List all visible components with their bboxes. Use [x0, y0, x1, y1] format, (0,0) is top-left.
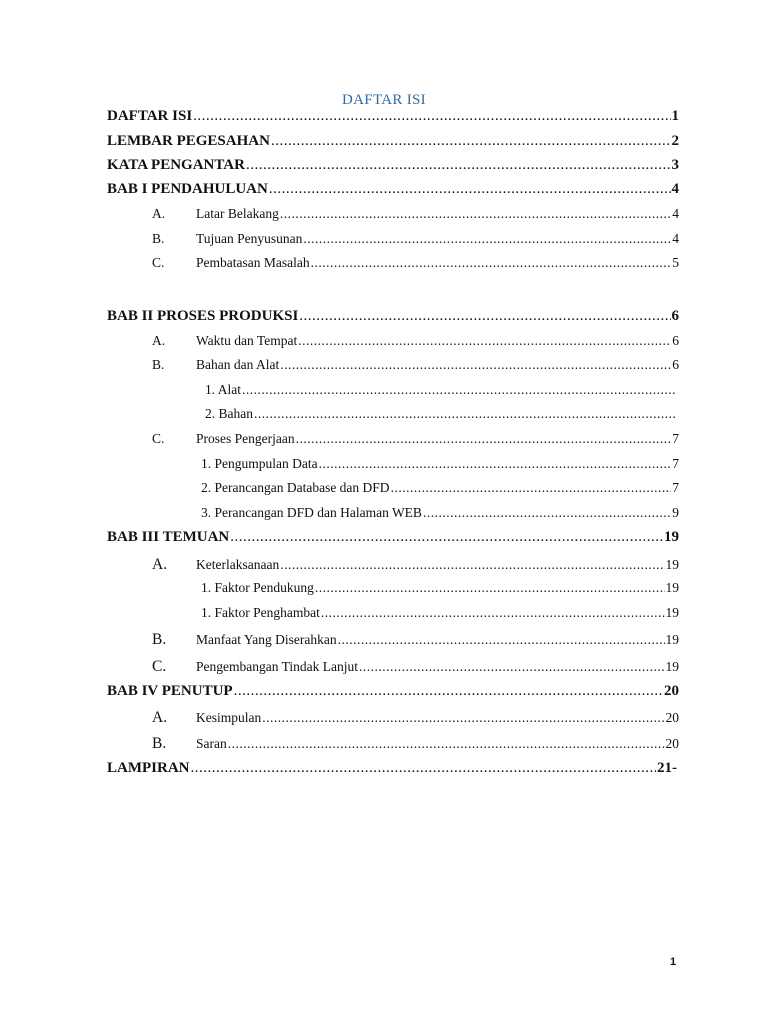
toc-entry-kesimpulan[interactable]	[152, 709, 679, 731]
entry-text: 3. Perancangan DFD dan Halaman WEB	[201, 505, 422, 520]
entry-text: Proses Pengerjaan	[196, 431, 295, 446]
dot-leader	[230, 529, 663, 546]
dot-leader	[298, 333, 671, 349]
entry-text: Bahan dan Alat	[196, 357, 280, 372]
entry-page: 19	[665, 605, 679, 620]
entry-text: Kesimpulan	[196, 710, 262, 725]
entry-letter: B.	[152, 357, 165, 372]
entry-page: 19	[665, 580, 679, 595]
entry-text: BAB IV PENUTUP	[107, 683, 233, 699]
toc-entry-daftar-isi[interactable]	[107, 108, 679, 130]
entry-text: 1. Pengumpulan Data	[201, 456, 318, 471]
dot-leader	[391, 480, 672, 496]
entry-page: 19	[665, 557, 679, 572]
entry-text: 1. Faktor Pendukung	[201, 580, 314, 595]
toc-entry-kata-pengantar[interactable]	[107, 157, 679, 179]
entry-letter: A.	[152, 206, 166, 221]
toc-entry-proses-pengerjaan[interactable]	[152, 431, 679, 453]
toc-entry-lampiran[interactable]	[107, 760, 677, 782]
entry-text: DAFTAR ISI	[107, 108, 193, 124]
toc-entry-keterlaksanaan[interactable]	[152, 556, 679, 578]
dot-leader	[280, 557, 664, 573]
entry-page: 20	[665, 736, 679, 751]
entry-letter: B.	[152, 231, 165, 246]
entry-page: 20	[665, 710, 679, 725]
toc-entry-perancangan-database[interactable]	[201, 480, 679, 502]
entry-text: Latar Belakang	[196, 206, 279, 221]
toc-entry-alat[interactable]	[205, 382, 677, 404]
entry-letter: C.	[152, 658, 167, 675]
entry-page: 19	[665, 659, 679, 674]
dot-leader	[254, 406, 676, 422]
toc-entry-bab-3[interactable]	[107, 529, 679, 551]
dot-leader	[423, 505, 671, 521]
toc-entry-perancangan-dfd-web[interactable]	[201, 505, 679, 527]
entry-page: 9	[672, 505, 679, 520]
entry-page: 21-	[657, 760, 677, 776]
entry-page: 7	[672, 431, 679, 446]
entry-page: 1	[671, 108, 679, 124]
entry-text: Saran	[196, 736, 227, 751]
dot-leader	[242, 382, 676, 398]
entry-page: 5	[672, 255, 679, 270]
toc-entry-pembatasan-masalah[interactable]	[152, 255, 679, 277]
entry-page: 4	[672, 231, 679, 246]
toc-entry-latar-belakang[interactable]	[152, 206, 679, 228]
dot-leader	[262, 710, 664, 726]
dot-leader	[338, 632, 665, 648]
entry-letter: C.	[152, 255, 165, 270]
entry-text: Tujuan Penyusunan	[196, 231, 303, 246]
entry-page: 7	[672, 480, 679, 495]
dot-leader	[191, 760, 657, 777]
toc-entry-faktor-pendukung[interactable]	[201, 580, 679, 602]
entry-text: 2. Perancangan Database dan DFD	[201, 480, 390, 495]
entry-letter: A.	[152, 709, 168, 726]
entry-text: BAB III TEMUAN	[107, 529, 230, 545]
dot-leader	[303, 231, 671, 247]
entry-page: 7	[672, 456, 679, 471]
entry-text: KATA PENGANTAR	[107, 157, 245, 173]
dot-leader	[228, 736, 665, 752]
toc-entry-manfaat[interactable]	[152, 631, 679, 653]
entry-page: 4	[672, 206, 679, 221]
dot-leader	[321, 605, 665, 621]
dot-leader	[193, 108, 670, 125]
dot-leader	[280, 206, 671, 222]
entry-text: 2. Bahan	[205, 406, 253, 421]
toc-entry-bab-4[interactable]	[107, 683, 679, 705]
entry-page: 20	[664, 683, 679, 699]
dot-leader	[315, 580, 665, 596]
entry-text: BAB II PROSES PRODUKSI	[107, 308, 299, 324]
entry-text: LAMPIRAN	[107, 760, 190, 776]
entry-page: 6	[671, 308, 679, 324]
dot-leader	[234, 683, 663, 700]
entry-page: 2	[671, 133, 679, 149]
dot-leader	[296, 431, 672, 447]
dot-leader	[311, 255, 672, 271]
toc-entry-bab-1[interactable]	[107, 181, 679, 203]
dot-leader	[271, 133, 671, 150]
entry-text: Pembatasan Masalah	[196, 255, 310, 270]
dot-leader	[280, 357, 671, 373]
page-number: 1	[670, 956, 677, 968]
entry-page: 19	[664, 529, 679, 545]
toc-entry-lembar-pengesahan[interactable]	[107, 133, 679, 155]
entry-letter: A.	[152, 333, 166, 348]
toc-entry-pengumpulan-data[interactable]	[201, 456, 679, 478]
entry-page: 6	[672, 333, 679, 348]
toc-entry-faktor-penghambat[interactable]	[201, 605, 679, 627]
entry-letter: B.	[152, 631, 167, 648]
entry-text: Pengembangan Tindak Lanjut	[196, 659, 358, 674]
entry-page: 3	[671, 157, 679, 173]
toc-entry-bahan[interactable]	[205, 406, 677, 428]
toc-entry-tujuan-penyusunan[interactable]	[152, 231, 679, 253]
entry-page: 4	[671, 181, 679, 197]
entry-text: BAB I PENDAHULUAN	[107, 181, 268, 197]
entry-text: Keterlaksanaan	[196, 557, 280, 572]
entry-text: 1. Alat	[205, 382, 241, 397]
dot-leader	[299, 308, 670, 325]
toc-title: DAFTAR ISI	[342, 92, 426, 108]
dot-leader	[359, 659, 665, 675]
dot-leader	[246, 157, 671, 174]
toc-entry-pengembangan[interactable]	[152, 658, 679, 680]
toc-entry-waktu-dan-tempat[interactable]	[152, 333, 679, 355]
entry-page: 19	[665, 632, 679, 647]
entry-text: LEMBAR PEGESAHAN	[107, 133, 270, 149]
entry-page: 6	[672, 357, 679, 372]
toc-entry-bahan-dan-alat[interactable]	[152, 357, 679, 379]
dot-leader	[319, 456, 672, 472]
entry-text: Manfaat Yang Diserahkan	[196, 632, 337, 647]
toc-entry-bab-2[interactable]	[107, 308, 679, 330]
dot-leader	[269, 181, 671, 198]
entry-text: Waktu dan Tempat	[196, 333, 298, 348]
toc-entry-saran[interactable]	[152, 735, 679, 757]
entry-letter: C.	[152, 431, 165, 446]
entry-text: 1. Faktor Penghambat	[201, 605, 320, 620]
entry-letter: B.	[152, 735, 167, 752]
entry-letter: A.	[152, 556, 168, 573]
